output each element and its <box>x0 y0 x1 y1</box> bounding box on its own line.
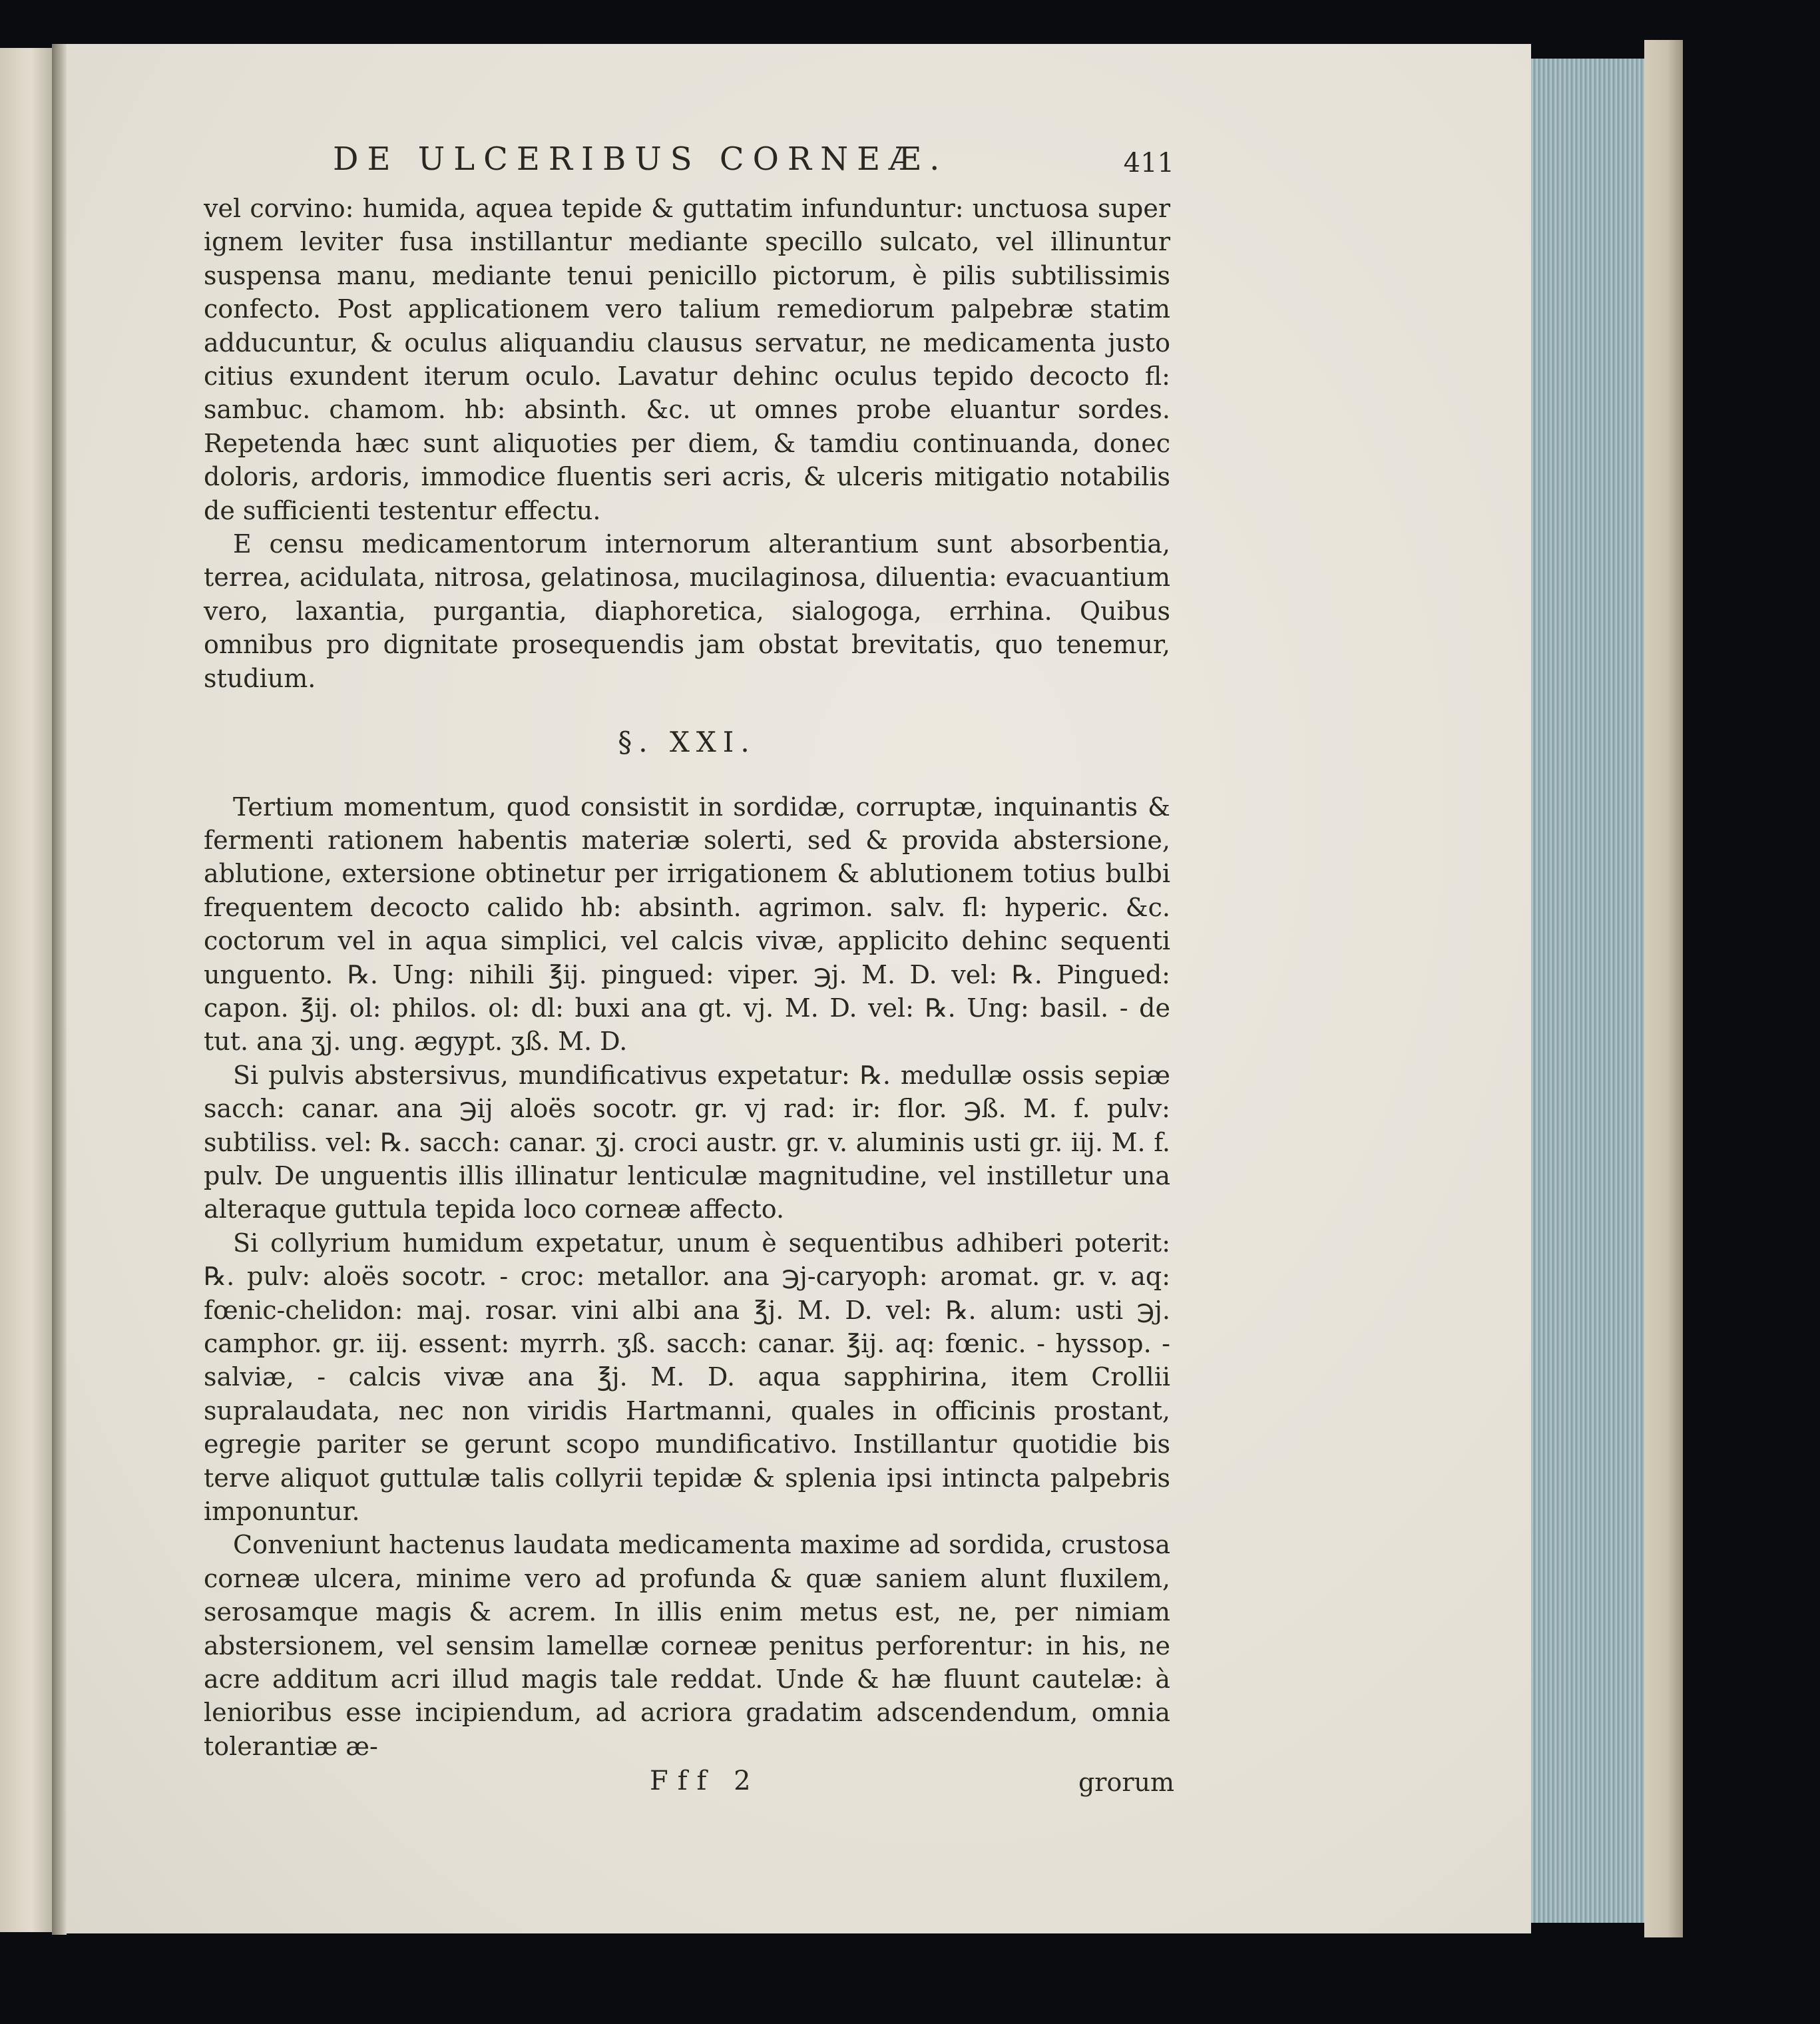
book-cover-edge <box>1644 40 1683 1937</box>
running-title: DE ULCERIBUS CORNEÆ. <box>333 140 949 178</box>
paragraph-4: Si pulvis abstersivus, mundificativus expetatur: ℞. medullæ ossis sepiæ sacch: canar. ana ℈ij aloës socotr. gr. vj rad: ir: flor. ℈ß. M. f. pulv: subtiliss. vel: ℞. sacch: canar. ʒj. croci austr. gr. v. aluminis usti gr. iij. M. f. pulv. De unguentis illis illinatur lenticulæ magnitudine, vel instilletur una alteraque guttula tepida loco corneæ affecto. <box>204 1060 1170 1224</box>
page-number: 411 <box>1123 148 1174 178</box>
running-header <box>204 140 1174 180</box>
paragraph-2: E censu medicamentorum internorum alterantium sunt absorbentia, terrea, acidulata, nitrosa, gelatinosa, mucilaginosa, diluentia: evacuantium vero, laxantia, purgantia, diaphoretica, sialogoga, errhina. Quibus omnibus pro dignitate prosequendis jam obstat brevitatis, quo tenemur, studium. <box>204 529 1170 693</box>
left-page-edge <box>0 48 52 1932</box>
paragraph-1: vel corvino: humida, aquea tepide & guttatim infunduntur: unctuosa super ignem leviter fusa instillantur mediante specillo sulcato, vel illinuntur suspensa manu, mediante tenui penicillo pictorum, è pilis subtilissimis confecto. Post applicationem vero talium remediorum palpebræ statim adducuntur, & oculus aliquandiu clausus servatur, ne medicamenta justo citius exundent iterum oculo. Lavatur dehinc oculus tepido decocto fl: sambuc. chamom. hb: absinth. &c. ut omnes probe eluantur sordes. Repetenda hæc sunt aliquoties per diem, & tamdiu continuanda, donec doloris, ardoris, immodice fluentis seri acris, & ulceris mitigatio notabilis de sufficienti testentur effectu. <box>204 194 1170 525</box>
signature-mark: Fff 2 <box>650 1766 760 1797</box>
section-heading: §. XXI. <box>618 726 756 759</box>
paragraph-5: Si collyrium humidum expetatur, unum è sequentibus adhiberi poterit: ℞. pulv: aloës socotr. - croc: metallor. ana ℈j-caryoph: aromat. gr. v. aq: fœnic-chelidon: maj. rosar. vini albi ana ℥j. M. D. vel: ℞. alum: usti ℈j. camphor. gr. iij. essent: myrrh. ʒß. sacch: canar. ℥ij. aq: fœnic. - hyssop. - salviæ, - calcis vivæ ana ℥j. M. D. aqua sapphirina, item Crollii supralaudata, nec non viridis Hartmanni, quales in officinis prostant, egregie pariter se gerunt scopo mundificativo. Instillantur quotidie bis terve aliquot guttulæ talis collyrii tepidæ & splenia ipsi intincta palpebris imponuntur. <box>204 1228 1170 1527</box>
paragraph-6: Conveniunt hactenus laudata medicamenta maxime ad sordida, crustosa corneæ ulcera, minime vero ad profunda & quæ saniem alunt fluxilem, serosamque magis & acrem. In illis enim metus est, ne, per nimiam abstersionem, vel sensim lamellæ corneæ penitus perforentur: in his, ne acre additum acri illud magis tale reddat. Unde & hæ fluunt cautelæ: à lenioribus esse incipiendum, ad acriora gradatim adscendendum, omnia tolerantiæ æ- <box>204 1530 1170 1761</box>
book-gutter <box>52 44 67 1935</box>
catchword: grorum <box>1078 1768 1174 1798</box>
page-footer <box>204 1764 1174 1798</box>
paragraph-3: Tertium momentum, quod consistit in sordidæ, corruptæ, inquinantis & fermenti rationem habentis materiæ solerti, sed & provida abstersione, ablutione, extersione obtinetur per irrigationem & ablutionem totius bulbi frequentem decocto calido hb: absinth. agrimon. salv. fl: hyperic. &c. coctorum vel in aqua simplici, vel calcis vivæ, applicito dehinc sequenti unguento. ℞. Ung: nihili ℥ij. pingued: viper. ℈j. M. D. vel: ℞. Pingued: capon. ℥ij. ol: philos. ol: dl: buxi ana gt. vj. M. D. vel: ℞. Ung: basil. - de tut. ana ʒj. ung. ægypt. ʒß. M. D. <box>204 792 1170 1057</box>
page-fore-edge <box>1524 59 1658 1923</box>
page-text-block <box>204 140 1174 1798</box>
